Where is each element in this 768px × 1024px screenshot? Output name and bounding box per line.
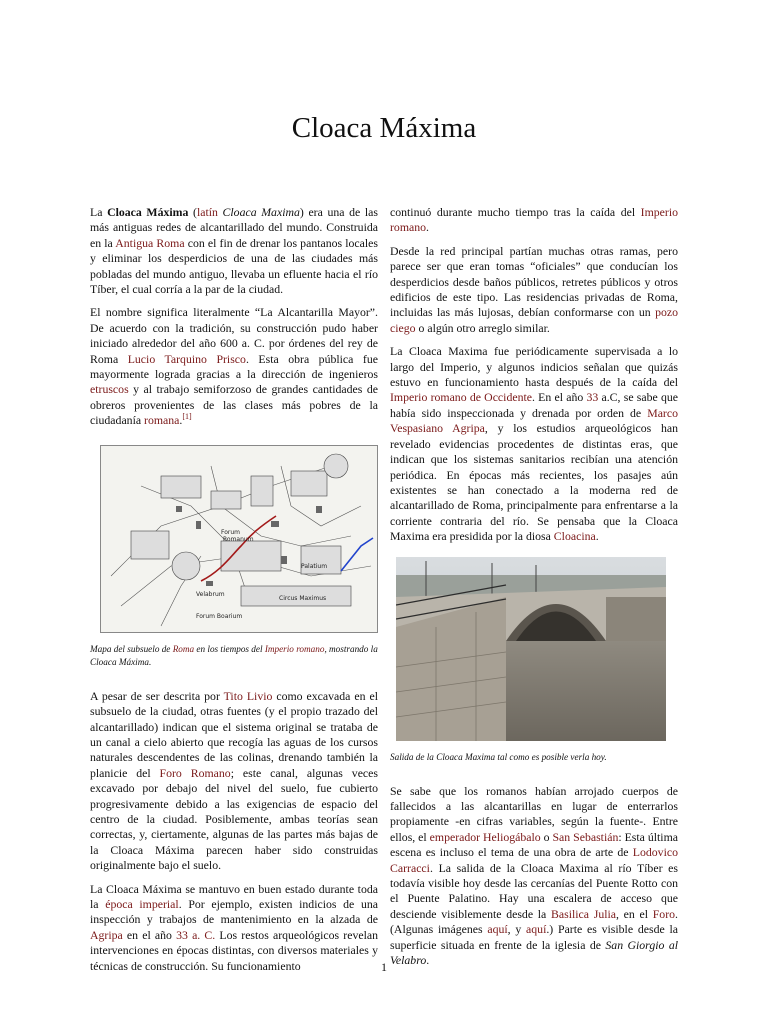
paragraph-ramas [390,244,678,336]
link-lucio-tarquino[interactable]: Lucio Tarquino Prisco [127,351,246,366]
paragraph-name [90,305,378,428]
map-illustration [101,446,377,632]
map-label-romanum: Romanum [223,535,254,543]
map-label-circus: Circus Maximus [279,594,327,602]
link-antigua-roma[interactable]: Antigua Roma [115,235,185,250]
reference-link[interactable]: [1] [182,412,192,422]
link-etruscos[interactable]: etruscos [90,382,129,397]
link-aqui-2[interactable]: aquí [526,922,547,937]
map-label-velabrum: Velabrum [196,590,225,598]
text: en el año [122,927,177,942]
text: . [595,529,599,544]
link-tito-livio[interactable]: Tito Livio [223,688,273,703]
link-roma[interactable]: Roma [172,643,195,654]
link-33-ac[interactable]: 33 a. C. [176,927,216,942]
text: ) era una de las más antiguas redes de alcantarillado del mundo. Construida en la [90,205,378,250]
map-label-boarium: Forum Boarium [196,612,243,620]
link-basilica-julia[interactable]: Basilica Julia [551,906,617,921]
link-san-sebastian[interactable]: San Sebastián [552,829,619,844]
link-pozo-ciego[interactable]: pozo ciego [390,305,678,335]
text: . [426,220,429,235]
map-label-palatium: Palatium [301,562,328,570]
link-cloacina[interactable]: Cloacina [553,529,596,544]
link-33[interactable]: 33 [586,390,599,405]
link-aqui-1[interactable]: aquí [487,922,508,937]
text: . [426,953,430,967]
left-column [90,205,378,982]
text: en los tiempos del [194,643,265,654]
text: . [179,413,183,428]
photo-figure[interactable] [396,557,666,741]
article-title: Cloaca Máxima [291,112,477,144]
right-column [390,205,678,976]
church-name: San Giorgio al Velabro [390,937,678,967]
text: continuó durante mucho tiempo tras la caída del [390,205,641,219]
map-label-forum: Forum [221,528,241,536]
text: : Esta última escena es incluso el tema de una obra de arte de [390,829,678,860]
link-latin[interactable]: latín [196,205,218,219]
text: . Por ejemplo, existen indicios de una inspección y trabajos de mantenimiento en la alzada de [90,896,379,927]
map-figure[interactable] [100,445,378,633]
text: , y los estudios arqueológicos han revelado evidencias procedentes de distintas eras, que indican que los sistemas sanitarios recibían una atención periódica. En épocas más recientes, los pasajes aún existentes se han conectado a la moderna red de alcantarillado de Roma, principalmente para enfrentarse a la corriente contraria del río. Se pensaba que la Cloaca Maxima era presidida por la diosa [390,421,678,544]
map-caption [90,643,378,669]
text: y al trabajo semiforzoso de grandes cantidades de obreros provenientes de las clases más pobres de la ciudadanía [90,382,378,428]
text: . (Algunas imágenes [390,906,678,937]
text: . En el año [532,390,587,405]
text: El nombre significa literalmente “La Alcantarilla Mayor”. De acuerdo con la tradición, su construcción pudo haber iniciado alrededor del año 600 a. C. por órdenes del rey de Roma [90,305,378,366]
link-agripa[interactable]: Agripa [90,927,123,942]
paragraph-supervisada [390,344,678,544]
text: o [540,829,553,844]
text: ( [188,205,197,219]
text: con el fin de drenar los pantanos locales y eliminar los desperdicios de una de las ciudades más pobladas del mundo antiguo, llevaba un efluente hacia el río Tíber, el cual corría a la par de la ciudad. [90,235,378,297]
text: La Cloaca Máxima se mantuvo en buen estado durante toda la [90,881,378,911]
text: Mapa del subsuelo de [90,643,173,654]
outlet-photo [396,557,666,741]
link-marco-agripa[interactable]: Marco Vespasiano Agripa [390,405,678,436]
link-romana[interactable]: romana [144,413,180,428]
text: Desde la red principal partían muchas otras ramas, pero parece ser que eran tomas “oficiales” que conducían los desperdicios desde baños públicos, retretes públicos y otros edificios de este tipo. Las residencias privadas de Roma, incluidas las más lujosas, debían conformarse con un [390,243,678,320]
term-bold: Cloaca Máxima [107,205,189,219]
text: La [90,205,108,219]
text: Se sabe que los romanos habían arrojado cuerpos de fallecidos a las alcantarillas en lugar de enterrarlos propiamente -en cifras variables, según la fuente-. Entre ellos, el [390,783,678,844]
text: . La salida de la Cloaca Maxima al río Tíber es todavía visible hoy desde las cercanías del Puente Rotto con el Puente Palatino. Hay una escalera de acceso que desciende visiblemente desde la [390,860,678,921]
link-imperio-romano[interactable]: Imperio romano [264,643,325,654]
text: Los restos arqueológicos revelan intervenciones en épocas distintas, con diversos materiales y técnicas de construcción. Su funcionamiento [90,927,379,973]
text: a.C, se sabe que había sido inspeccionada y drenada por orden de [390,390,678,420]
link-foro[interactable]: Foro [652,906,676,921]
page-number: 1 [381,960,387,974]
link-imperio-romano[interactable]: Imperio romano [390,205,678,235]
link-carracci[interactable]: Lodovico Carracci [390,845,678,875]
photo-caption: Salida de la Cloaca Maxima tal como es posible verla hoy. [390,751,607,762]
link-imperio-occidente[interactable]: Imperio romano de Occidente [390,390,532,405]
term-italic: Cloaca Maxima [222,205,300,219]
paragraph-cuerpos [390,784,678,969]
link-epoca-imperial[interactable]: época imperial [105,896,179,911]
text: .) Parte es visible desde la superficie situada en frente de la iglesia de [390,922,678,952]
text: o algún otro arreglo similar. [415,320,550,335]
text: La Cloaca Maxima fue periódicamente supervisada a lo largo del Imperio, y algunos indicios señalan que quizás estuvo en funcionamiento hasta después de la caída del [390,344,678,390]
text: A pesar de ser descrita por [90,688,224,703]
paragraph-intro [90,205,378,297]
link-foro-romano[interactable]: Foro Romano [159,765,231,780]
text: . Esta obra pública fue mayormente lograda gracias a la dirección de ingenieros [90,351,378,382]
text: como excavada en el subsuelo de la ciudad, otras fuentes (y el propio trazado del alcantarillado) indican que el sistema original se trataba de un canal a cielo abierto que recogía las aguas de los cursos naturales descendentes de las colinas, drenando también la planicie del [90,688,378,780]
link-heliogabalo[interactable]: emperador Heliogábalo [429,829,541,844]
text: , y [507,922,527,937]
paragraph-continuo [390,205,678,236]
text: , en el [616,906,653,921]
text: , mostrando la Cloaca Máxima. [90,643,378,667]
text: ; este canal, algunas veces excavado por debajo del nivel del suelo, fue cubierto progresivamente debido a las exigencias de espacio del centro de la ciudad. Posiblemente, ambas teorías sean correctas, y, ciertamente, algunas de las partes más bajas de la Cloaca Máxima parecen haber sido construidas originalmente bajo el suelo. [90,765,378,873]
paragraph-livio [90,689,378,874]
